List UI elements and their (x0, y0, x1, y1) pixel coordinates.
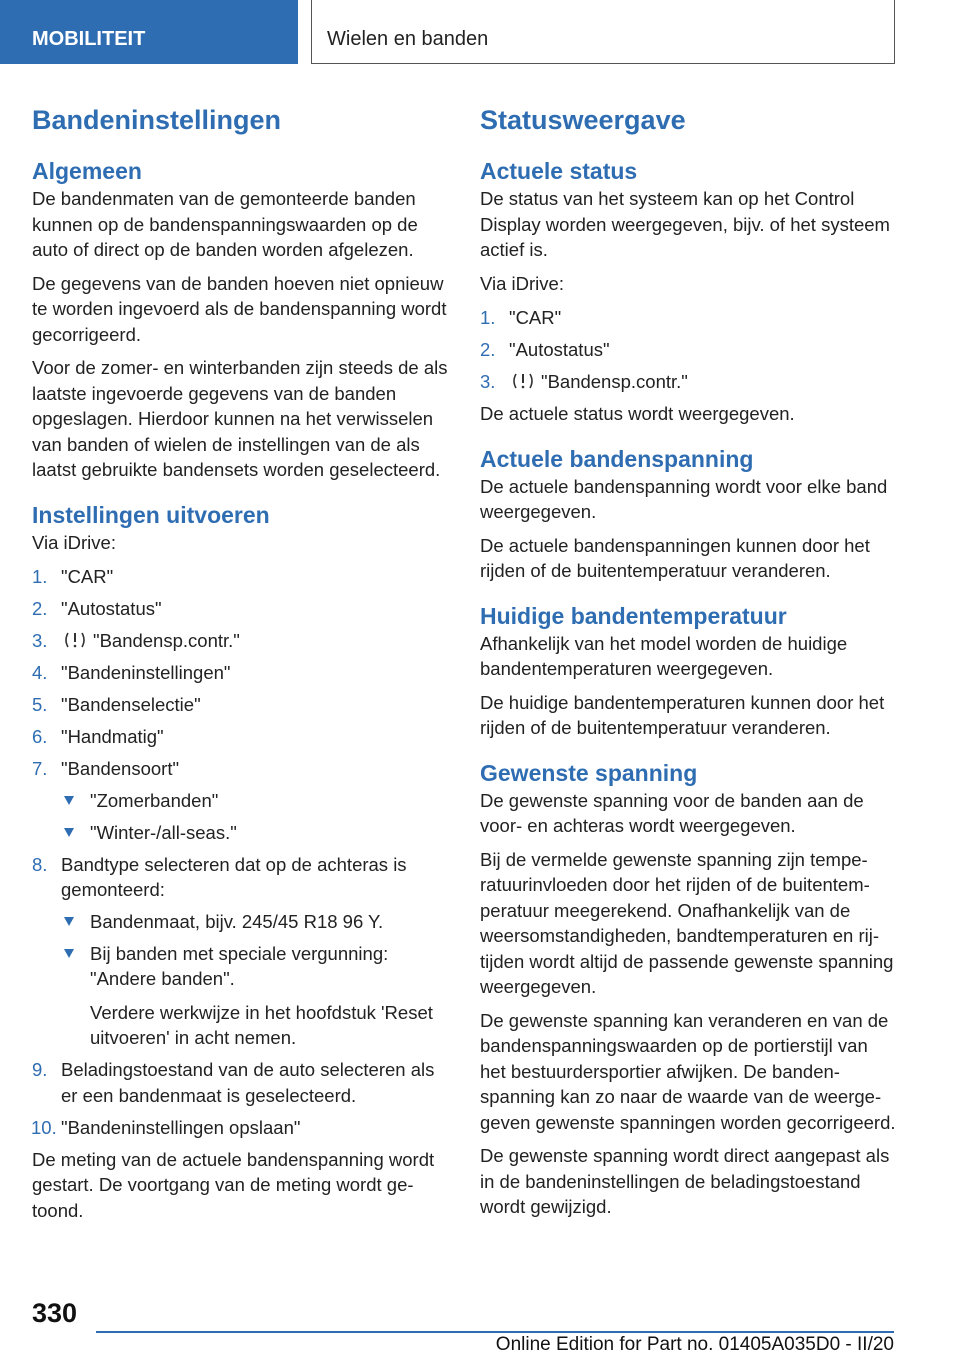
step-number: 1. (480, 307, 496, 328)
step-number: 1. (32, 566, 48, 587)
list-item (32, 692, 452, 718)
list-item (32, 564, 452, 590)
heading-target-pressure: Gewenste spanning (480, 759, 698, 786)
triangle-bullet-icon (64, 796, 74, 805)
left-column (32, 100, 452, 1231)
list-item (32, 1115, 452, 1141)
status-steps (480, 305, 896, 395)
heading-settings: Instellingen uitvoeren (32, 501, 270, 528)
step-text: "Bandensp.contr." (93, 630, 240, 651)
step-text: "Handmatig" (61, 726, 164, 747)
step-text: "Bandenselectie" (61, 694, 201, 715)
sub-item (61, 909, 452, 935)
sub-item (61, 788, 452, 814)
step-text: "Bandeninstellingen opslaan" (61, 1116, 301, 1138)
tire-pressure-warning-icon (63, 630, 87, 650)
step-text: "Autostatus" (509, 339, 610, 360)
chapter-header (311, 0, 895, 64)
list-item (32, 596, 452, 622)
paragraph: De huidige bandentemperaturen kunnen door het rijden of de buitentemperatuur veranderen. (480, 691, 885, 738)
triangle-bullet-icon (64, 828, 74, 837)
sub-item-note: Verdere werkwijze in het hoofdstuk 'Reset uitvoeren' in acht nemen. (90, 1001, 433, 1048)
settings-steps (32, 564, 452, 1140)
paragraph: De actuele status wordt weergegeven. (480, 403, 795, 424)
step-number: 7. (32, 758, 48, 779)
paragraph: Voor de zomer- en winterbanden zijn steeds de als laatste ingevoerde gegevens van de banden opgeslagen. Hierdoor kunnen na het verwisselen van banden of wielen de instellingen van de als laatst gebruikte bandensets worden geselecteerd. (32, 357, 448, 480)
step-text: Beladingstoestand van de auto selecteren als er een bandenmaat is geselecteerd. (61, 1059, 435, 1106)
step-text: "Bandensoort" (61, 758, 180, 779)
step-text: "CAR" (509, 307, 562, 328)
heading-status: Actuele status (480, 158, 638, 184)
heading-pressure: Actuele bandenspanning (480, 445, 754, 472)
list-item (32, 852, 452, 1051)
paragraph: De actuele bandenspanning wordt voor elke band weergegeven. (480, 475, 888, 522)
section-title: Bandeninstellingen (32, 105, 282, 135)
paragraph: De meting van de actuele bandenspanning wordt gestart. De voortgang van de meting wordt getoond. (32, 1148, 435, 1221)
paragraph: De bandenmaten van de gemonteerde banden kunnen op de bandenspanningswaarden op de auto of direct op de banden worden afgelezen. (32, 188, 418, 260)
list-item (32, 1057, 452, 1108)
step-text: "CAR" (61, 566, 114, 587)
sub-item-text: "Winter-/all-seas." (90, 821, 237, 843)
footer-divider (96, 1331, 894, 1333)
paragraph: De gewenste spanning voor de banden aan de voor- en achteras wordt weergegeven. (480, 789, 864, 836)
list-item (32, 628, 452, 654)
step-number: 9. (32, 1059, 48, 1080)
step-number: 5. (32, 694, 48, 715)
heading-temperature: Huidige bandentemperatuur (480, 602, 787, 629)
sub-item (61, 941, 452, 1051)
step-text: "Bandensp.contr." (541, 371, 688, 392)
paragraph: De gewenste spanning kan veranderen en van de bandenspanningswaarden op de portierstijl van het bestuurdersportier afwijken. De bandenspanning kan zo naar de waarde van de weergegeven gewenste spanningen worden gecorrigeerd. (480, 1009, 896, 1133)
paragraph: De gegevens van de banden hoeven niet opnieuw te worden ingevoerd als de bandenspanning wordt gecorrigeerd. (32, 272, 447, 345)
sub-item-text: Bij banden met speciale vergunning: "Andere banden". (90, 942, 389, 989)
paragraph: De gewenste spanning wordt direct aangepast als in de bandeninstellingen de beladingstoestand wordt gewijzigd. (480, 1145, 890, 1217)
via-idrive: Via iDrive: (32, 531, 116, 553)
step-text: "Autostatus" (61, 598, 162, 619)
step-text: Bandtype selecteren dat op de achteras is gemonteerd: (61, 853, 407, 900)
triangle-bullet-icon (64, 917, 74, 926)
paragraph: De actuele bandenspanningen kunnen door het rijden of de buitentemperatuur veranderen. (480, 534, 870, 581)
step-number: 3. (32, 630, 48, 651)
paragraph: Afhankelijk van het model worden de huidige bandentemperaturen weergegeven. (480, 632, 848, 679)
section-title: Statusweergave (480, 105, 686, 135)
paragraph: Bij de vermelde gewenste spanning zijn temperatuurinvloeden door het rijden of de buitentemperatuur meegerekend. Onafhankelijk van de weersomstandigheden, bandtemperaturen en rijtijden wordt altijd de passende gewenste spanning weergegeven. (480, 848, 894, 997)
sub-item-text: Bandenmaat, bijv. 245/45 R18 96 Y. (90, 910, 384, 932)
step-number: 6. (32, 726, 48, 747)
heading-general: Algemeen (32, 158, 142, 184)
list-item (480, 305, 896, 331)
sub-list (61, 788, 452, 846)
section-label: MOBILITEIT (32, 28, 146, 50)
tire-pressure-warning-icon (511, 371, 535, 391)
step-number: 2. (32, 598, 48, 619)
list-item (32, 660, 452, 686)
via-idrive: Via iDrive: (480, 272, 564, 294)
step-number: 3. (480, 371, 496, 392)
triangle-bullet-icon (64, 949, 74, 958)
list-item (480, 369, 896, 395)
chapter-label: Wielen en banden (327, 28, 489, 50)
list-item (32, 756, 452, 845)
footer-edition: Online Edition for Part no. 01405A035D0 - II/20 (495, 1334, 894, 1355)
step-number: 10. (31, 1116, 57, 1138)
step-number: 4. (32, 662, 48, 683)
step-text: "Bandeninstellingen" (61, 662, 231, 683)
page-number: 330 (32, 1298, 78, 1328)
list-item (480, 337, 896, 363)
sub-item-text: "Zomerbanden" (90, 789, 219, 811)
sub-list (61, 909, 452, 1051)
step-number: 2. (480, 339, 496, 360)
section-tab (0, 0, 298, 64)
list-item (32, 724, 452, 750)
right-column (480, 100, 896, 1228)
sub-item (61, 820, 452, 846)
paragraph: De status van het systeem kan op het Control Display worden weergegeven, bijv. of het systeem actief is. (480, 188, 890, 260)
step-number: 8. (32, 853, 48, 875)
